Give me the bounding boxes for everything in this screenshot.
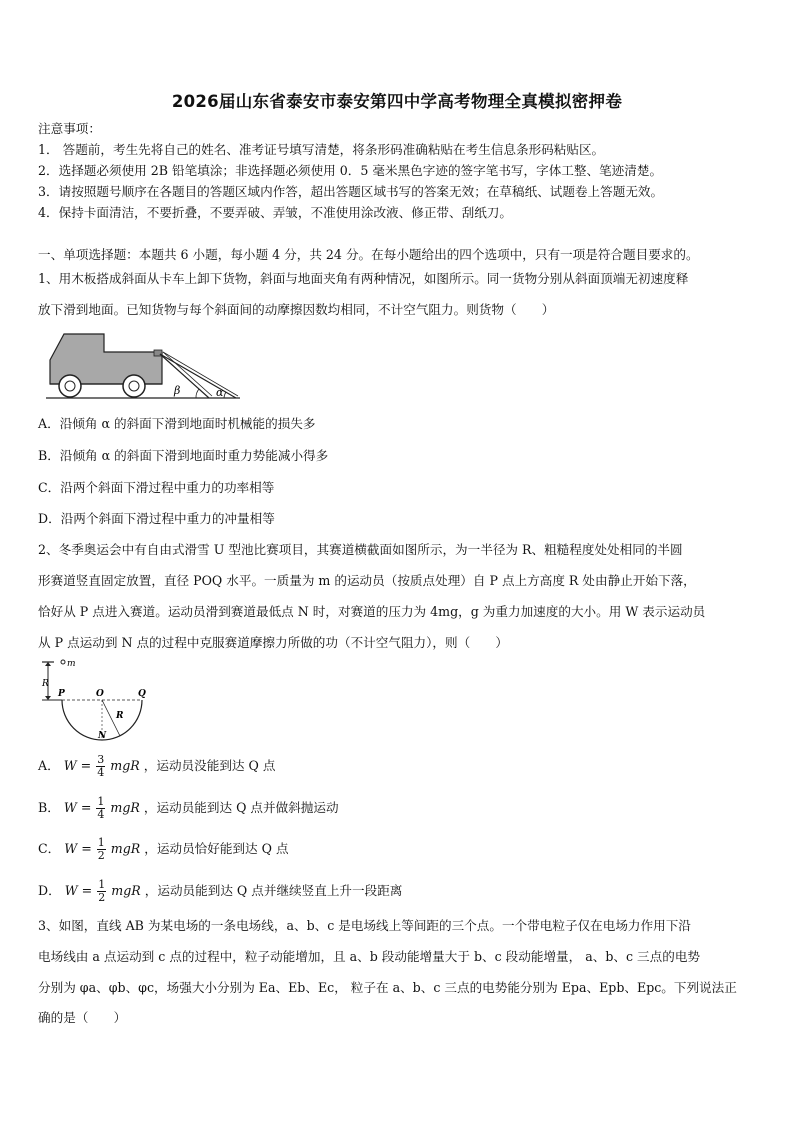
point-o-label: O <box>96 689 104 699</box>
formula-lhs: W = <box>63 758 92 773</box>
q1-option-b[interactable]: B．沿倾角 α 的斜面下滑到地面时重力势能减小得多 <box>38 448 329 463</box>
formula-rhs: mgR <box>111 883 141 898</box>
formula-lhs: W = <box>64 841 92 856</box>
option-letter: D． <box>38 883 61 898</box>
angle-beta-label: β <box>174 384 181 397</box>
halfpipe-figure <box>40 656 160 742</box>
angle-alpha-label: α <box>216 386 224 399</box>
q1-stem-line-1: 1、用木板搭成斜面从卡车上卸下货物，斜面与地面夹角有两种情况，如图所示。同一货物分别从斜面顶端无初速度释 <box>38 271 689 286</box>
height-r-label: R <box>42 679 49 689</box>
point-q-label: Q <box>138 689 146 699</box>
q2-option-b[interactable] <box>38 796 339 821</box>
q2-option-a[interactable] <box>38 754 275 779</box>
fraction: $\frac{1}{4}$ <box>97 795 105 821</box>
formula-rhs: mgR <box>110 841 141 856</box>
fraction: $\frac{1}{2}$ <box>98 878 106 904</box>
q3-stem-line-3: 分别为 φa、φb、φc，场强大小分别为 Ea、Eb、Ec， 粒子在 a、b、c 三点的电势能分别为 Epa、Epb、Epc。下列说法正 <box>38 980 737 995</box>
radius-r-label: R <box>116 711 124 721</box>
q1-option-c[interactable]: C．沿两个斜面下滑过程中重力的功率相等 <box>38 480 275 495</box>
q2-stem-line-1: 2、冬季奥运会中有自由式滑雪 U 型池比赛项目，其赛道横截面如图所示，为一半径为 R、粗糙程度处处相同的半圆 <box>38 542 683 557</box>
q2-option-c[interactable] <box>38 837 289 862</box>
section-heading: 一、单项选择题：本题共 6 小题，每小题 4 分，共 24 分。在每小题给出的四个选项中，只有一项是符合题目要求的。 <box>38 247 699 262</box>
formula-lhs: W = <box>64 883 93 898</box>
q1-stem-line-2: 放下滑到地面。已知货物与每个斜面间的动摩擦因数均相同，不计空气阻力。则货物（ ） <box>38 302 555 317</box>
fraction: $\frac{3}{4}$ <box>97 753 105 779</box>
formula-rhs: mgR <box>110 758 140 773</box>
note-item-2: 2．选择题必须使用 2B 铅笔填涂；非选择题必须使用 0．5 毫米黑色字迹的签字笔书写，字体工整、笔迹清楚。 <box>38 163 663 178</box>
page-title: 2026届山东省泰安市泰安第四中学高考物理全真模拟密押卷 <box>171 92 623 111</box>
truck-ramp-figure <box>44 328 244 404</box>
formula-lhs: W = <box>63 800 92 815</box>
q3-stem-line-4: 确的是（ ） <box>38 1010 127 1025</box>
option-text: ，运动员能到达 Q 点并做斜抛运动 <box>143 800 339 815</box>
option-text: ，运动员恰好能到达 Q 点 <box>144 841 289 856</box>
option-letter: A． <box>38 758 60 773</box>
option-text: ，运动员能到达 Q 点并继续竖直上升一段距离 <box>144 883 403 898</box>
q2-stem-line-2: 形赛道竖直固定放置，直径 POQ 水平。一质量为 m 的运动员（按质点处理）自 P 点上方高度 R 处由静止开始下落， <box>38 573 696 588</box>
note-item-3: 3．请按照题号顺序在各题目的答题区域内作答，超出答题区域书写的答案无效；在草稿纸、试题卷上答题无效。 <box>38 184 664 199</box>
fraction: $\frac{1}{2}$ <box>97 836 105 862</box>
note-item-4: 4．保持卡面清洁，不要折叠，不要弄破、弄皱，不准使用涂改液、修正带、刮纸刀。 <box>38 205 512 220</box>
q1-option-a[interactable]: A．沿倾角 α 的斜面下滑到地面时机械能的损失多 <box>38 416 316 431</box>
q3-stem-line-2: 电场线由 a 点运动到 c 点的过程中，粒子动能增加，且 a、b 段动能增量大于 b、c 段动能增量， a、b、c 三点的电势 <box>38 949 701 964</box>
q2-stem-line-4: 从 P 点运动到 N 点的过程中克服赛道摩擦力所做的功（不计空气阻力），则（ ） <box>38 635 508 650</box>
q2-stem-line-3: 恰好从 P 点进入赛道。运动员滑到赛道最低点 N 时，对赛道的压力为 4mg，g 为重力加速度的大小。用 W 表示运动员 <box>38 604 706 619</box>
option-text: ，运动员没能到达 Q 点 <box>143 758 276 773</box>
option-letter: C． <box>38 841 61 856</box>
formula-rhs: mgR <box>110 800 140 815</box>
notes-heading: 注意事项： <box>38 121 101 136</box>
point-n-label: N <box>98 731 107 741</box>
q1-option-d[interactable]: D．沿两个斜面下滑过程中重力的冲量相等 <box>38 511 275 526</box>
note-item-1: 1． 答题前，考生先将自己的姓名、准考证号填写清楚，将条形码准确粘贴在考生信息条形码粘贴区。 <box>38 142 605 157</box>
q3-stem-line-1: 3、如图，直线 AB 为某电场的一条电场线，a、b、c 是电场线上等间距的三个点。一个带电粒子仅在电场力作用下沿 <box>38 918 691 933</box>
point-p-label: P <box>58 689 65 699</box>
mass-label: m <box>67 659 76 669</box>
option-letter: B． <box>38 800 60 815</box>
q2-option-d[interactable] <box>38 879 402 904</box>
